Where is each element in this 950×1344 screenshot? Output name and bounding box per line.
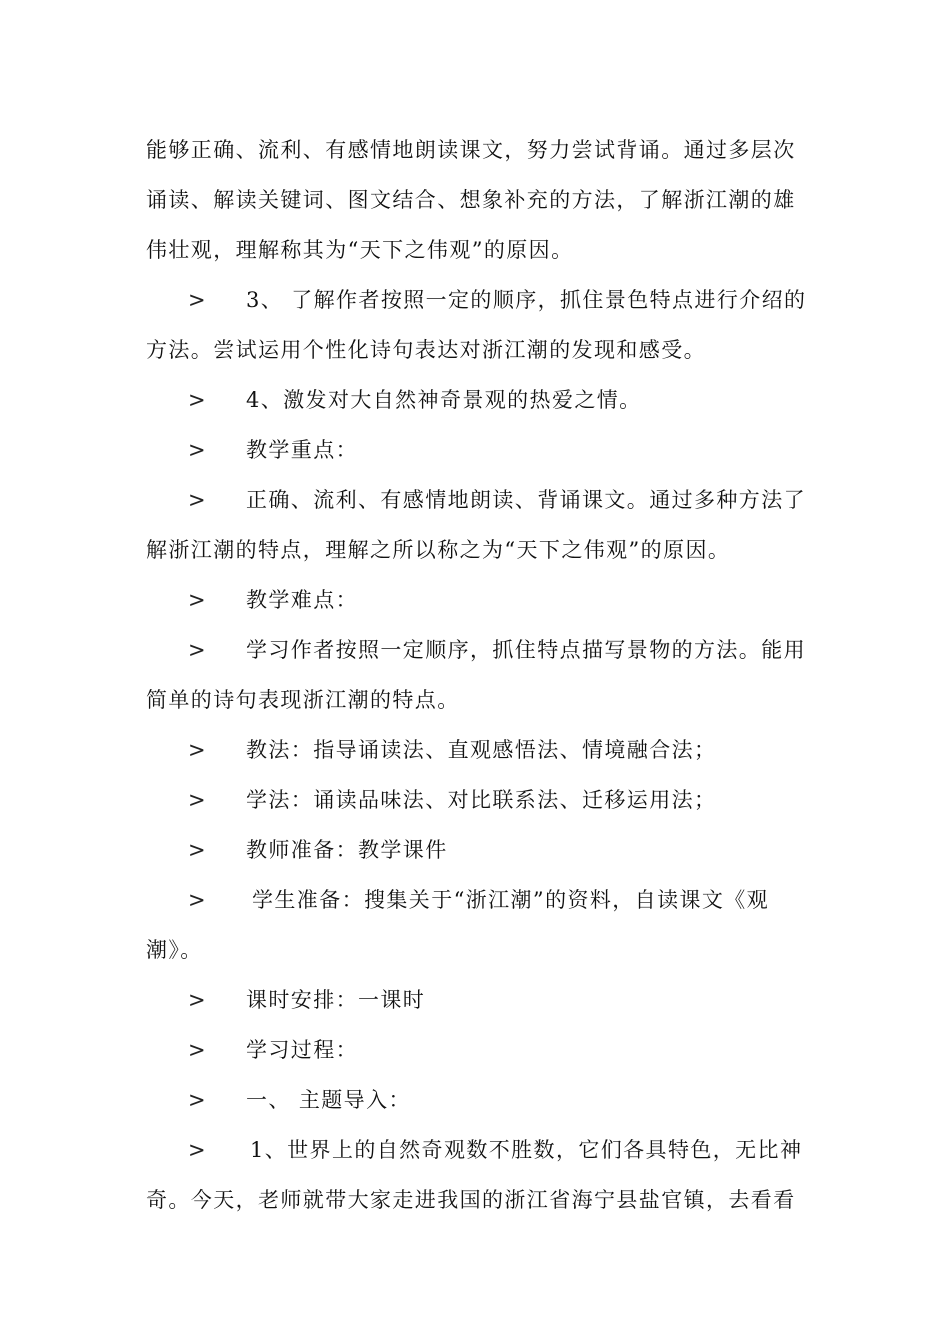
body-text-line: 能够正确、流利、有感情地朗读课文，努力尝试背诵。通过多层次 — [146, 138, 796, 162]
body-text-line: 方法。尝试运用个性化诗句表达对浙江潮的发现和感受。 — [146, 338, 706, 362]
teaching-methods-line: 教法：指导诵读法、直观感悟法、情境融合法； — [246, 738, 717, 762]
process-heading: 学习过程： — [246, 1038, 358, 1062]
bullet-marker-icon: > — [188, 388, 206, 412]
schedule-line: 课时安排：一课时 — [246, 988, 426, 1012]
learning-methods-line: 学法：诵读品味法、对比联系法、迁移运用法； — [246, 788, 717, 812]
body-text-line: 潮》。 — [146, 938, 203, 962]
bullet-marker-icon: > — [188, 888, 206, 912]
body-text-line: 简单的诗句表现浙江潮的特点。 — [146, 688, 460, 712]
bullet-marker-icon: > — [188, 788, 206, 812]
teacher-prep-line: 教师准备：教学课件 — [246, 838, 448, 862]
bullet-marker-icon: > — [188, 738, 206, 762]
bullet-marker-icon: > — [188, 988, 206, 1012]
bullet-marker-icon: > — [188, 638, 206, 662]
bullet-marker-icon: > — [188, 1088, 206, 1112]
difficulties-heading: 教学难点： — [246, 588, 358, 612]
body-text-line: 伟壮观，理解称其为“天下之伟观”的原因。 — [146, 238, 574, 262]
bullet-marker-icon: > — [188, 588, 206, 612]
student-prep-line: 学生准备：搜集关于“浙江潮”的资料，自读课文《观 — [252, 888, 770, 912]
bullet-marker-icon: > — [188, 438, 206, 462]
bullet-marker-icon: > — [188, 488, 206, 512]
body-text-line: 诵读、解读关键词、图文结合、想象补充的方法，了解浙江潮的雄 — [146, 188, 796, 212]
key-points-heading: 教学重点： — [246, 438, 358, 462]
bullet-marker-icon: > — [188, 288, 206, 312]
body-text-line: 奇。今天，老师就带大家走进我国的浙江省海宁县盐官镇，去看看 — [146, 1188, 796, 1212]
body-text-line: 解浙江潮的特点，理解之所以称之为“天下之伟观”的原因。 — [146, 538, 731, 562]
bullet-marker-icon: > — [188, 1138, 206, 1162]
objective-3-line: 3、 了解作者按照一定的顺序，抓住景色特点进行介绍的 — [246, 288, 806, 312]
objective-4-line: 4、激发对大自然神奇景观的热爱之情。 — [246, 388, 642, 412]
body-text-line: 正确、流利、有感情地朗读、背诵课文。通过多种方法了 — [246, 488, 806, 512]
bullet-marker-icon: > — [188, 1038, 206, 1062]
body-text-line: 1、世界上的自然奇观数不胜数，它们各具特色，无比神 — [250, 1138, 803, 1162]
bullet-marker-icon: > — [188, 838, 206, 862]
body-text-line: 学习作者按照一定顺序，抓住特点描写景物的方法。能用 — [246, 638, 806, 662]
section-one-heading: 一、 主题导入： — [246, 1088, 411, 1112]
